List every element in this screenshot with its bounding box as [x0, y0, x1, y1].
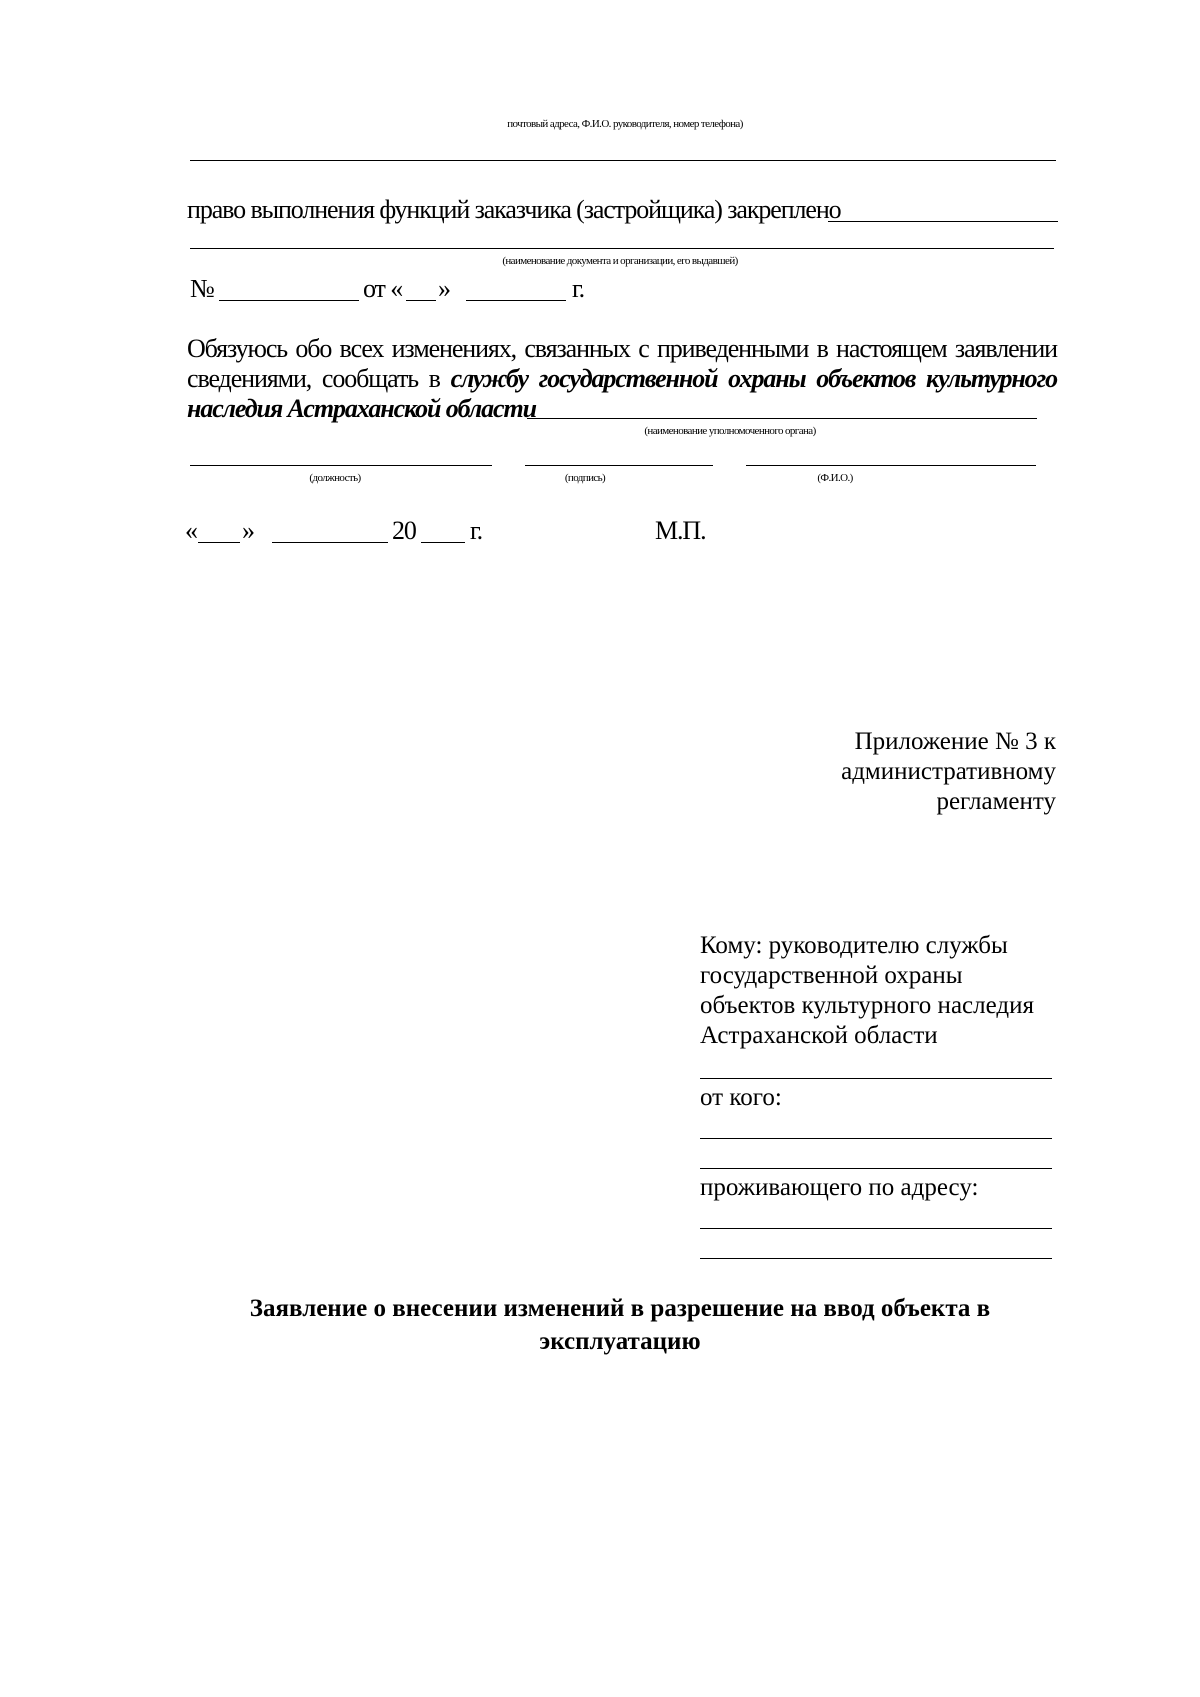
- authority-blank[interactable]: [527, 418, 1037, 419]
- addressee-line-1: Кому: руководителю службы: [700, 932, 1008, 959]
- from-label: от «: [363, 274, 403, 303]
- signature-blank[interactable]: [525, 465, 713, 466]
- authority-caption: (наименование уполномоченного органа): [644, 425, 816, 437]
- document-title: [150, 1292, 1090, 1358]
- document-blank[interactable]: [190, 248, 1054, 249]
- signature-caption: (подпись): [564, 472, 606, 484]
- fio-caption: (Ф.И.О.): [817, 472, 853, 484]
- date-open-quote: «: [185, 516, 197, 545]
- appendix-line-1: Приложение № 3 к: [854, 728, 1056, 755]
- appendix-line-2: административному: [841, 758, 1056, 785]
- from-whom-blank-2[interactable]: [700, 1168, 1052, 1169]
- right-holder-blank[interactable]: [828, 221, 1058, 222]
- commitment-line-3: наследия Астраханской области: [187, 394, 536, 423]
- day-blank[interactable]: [406, 300, 436, 301]
- top-caption: почтовый адреса, Ф.И.О. руководителя, номер телефона): [507, 118, 743, 130]
- addressee-line-2: государственной охраны: [700, 962, 963, 989]
- document-title-line-1: Заявление о внесении изменений в разрешение на ввод объекта в: [249, 1295, 991, 1322]
- position-caption: (должность): [309, 472, 361, 484]
- commitment-authority-bold: службу государственной охраны объектов культурного: [450, 364, 1057, 393]
- commitment-plain: сведениями, сообщать в: [187, 364, 440, 393]
- number-blank[interactable]: [219, 300, 359, 301]
- addressee-line-3: объектов культурного наследия: [700, 992, 1034, 1019]
- document-caption: (наименование документа и организации, его выдавшей): [502, 255, 738, 267]
- fio-blank[interactable]: [746, 465, 1036, 466]
- month-blank[interactable]: [466, 300, 566, 301]
- date-month-blank[interactable]: [272, 542, 388, 543]
- date-year-suffix: г.: [470, 516, 483, 545]
- from-whom-blank-1[interactable]: [700, 1138, 1052, 1139]
- addressee-blank[interactable]: [700, 1078, 1052, 1079]
- position-blank[interactable]: [190, 465, 492, 466]
- commitment-line-1: Обязуюсь обо всех изменениях, связанных с приведенными в настоящем заявлении: [187, 334, 1057, 363]
- document-title-line-2: эксплуатацию: [539, 1328, 701, 1355]
- date-close-quote: »: [242, 516, 254, 545]
- address-blank-2[interactable]: [700, 1258, 1052, 1259]
- appendix-line-3: регламенту: [936, 788, 1056, 815]
- top-underline: [190, 160, 1056, 161]
- date-year-prefix: 20: [392, 516, 416, 545]
- addressee-line-4: Астраханской области: [700, 1022, 938, 1049]
- address-blank-1[interactable]: [700, 1228, 1052, 1229]
- number-sign: №: [190, 274, 214, 303]
- from-whom-label: от кого:: [700, 1084, 782, 1111]
- date-day-blank[interactable]: [198, 542, 240, 543]
- date-year-blank[interactable]: [421, 542, 465, 543]
- year-suffix: г.: [572, 274, 585, 303]
- quote-close: »: [438, 274, 450, 303]
- commitment-line-2: [187, 364, 1057, 394]
- stamp-placeholder: М.П.: [655, 516, 706, 545]
- right-holder-text: право выполнения функций заказчика (застройщика) закреплено: [187, 195, 841, 224]
- address-label: проживающего по адресу:: [700, 1174, 979, 1201]
